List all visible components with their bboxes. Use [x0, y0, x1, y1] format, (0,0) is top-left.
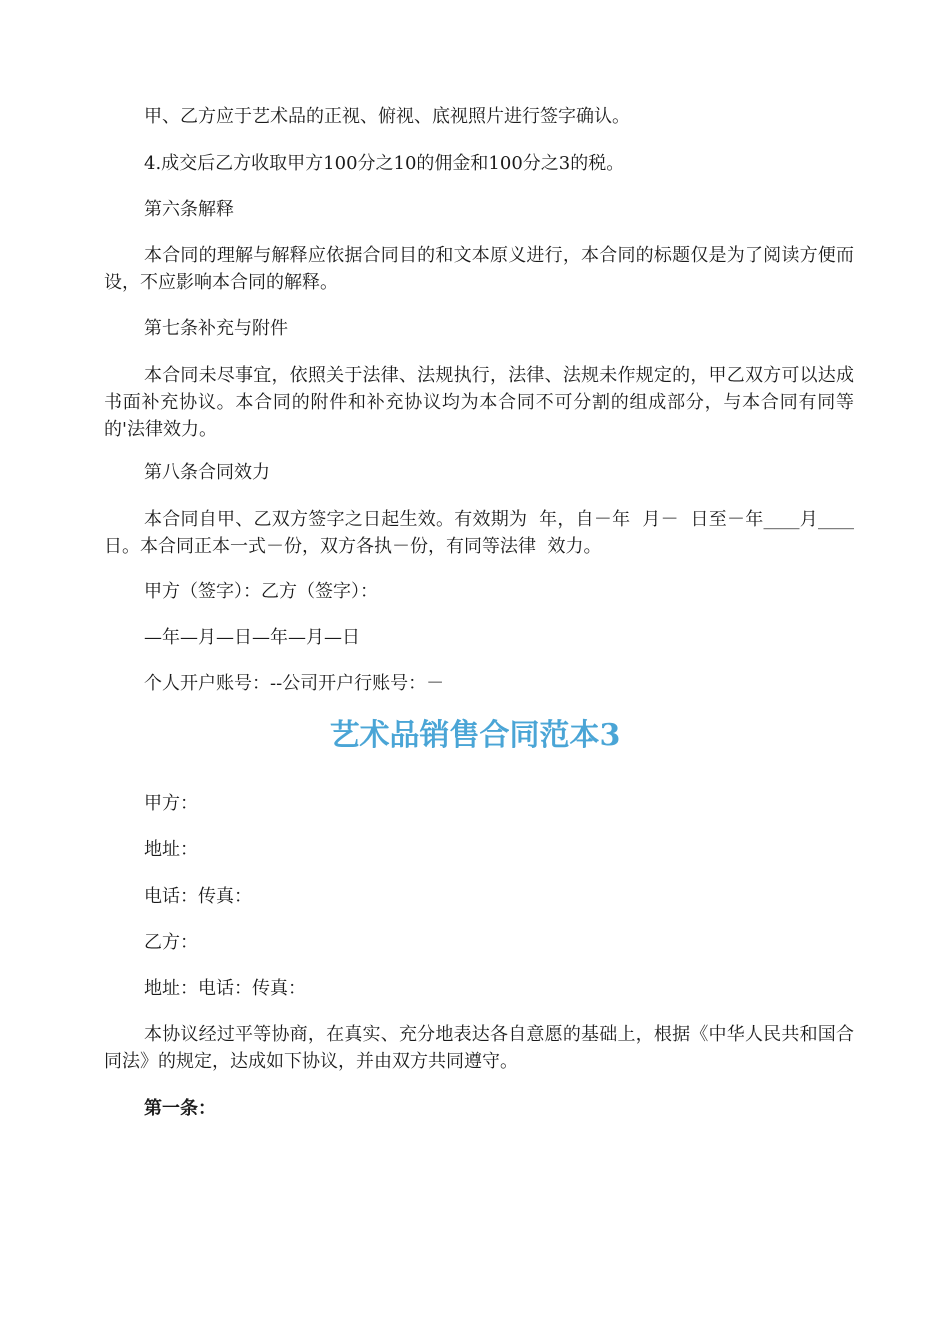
clause-heading-7: 第七条补充与附件 [144, 318, 288, 339]
party-b-line: 乙方： [144, 932, 198, 953]
address-line-a: 地址： [144, 839, 198, 860]
clause-heading-6: 第六条解释 [144, 199, 234, 220]
date-line: —年—月—日—年—月—日 [144, 627, 360, 648]
clause-heading-8: 第八条合同效力 [144, 462, 270, 483]
party-a-line: 甲方： [144, 793, 198, 814]
paragraph-supplement: 本合同未尽事宜，依照关于法律、法规执行，法律、法规未作规定的，甲乙双方可以达成书面补充协议。本合同的附件和补充协议均为本合同不可分割的组成部分，与本合同有同等的'法律效力。 [104, 365, 854, 440]
paragraph-commission: 4.成交后乙方收取甲方100分之10的佣金和100分之3的税。 [144, 153, 625, 174]
signature-line: 甲方（签字）：乙方（签字）： [144, 581, 378, 602]
paragraph-agreement-intro: 本协议经过平等协商，在真实、充分地表达各自意愿的基础上，根据《中华人民共和国合同法》的规定，达成如下协议，并由双方共同遵守。 [104, 1024, 854, 1072]
phone-fax-line-a: 电话：传真： [144, 886, 252, 907]
clause-heading-1: 第一条： [144, 1098, 216, 1119]
account-line: 个人开户账号：--公司开户行账号：－ [144, 673, 445, 694]
paragraph-interpretation: 本合同的理解与解释应依据合同目的和文本原义进行，本合同的标题仅是为了阅读方便而设，不应影响本合同的解释。 [104, 245, 854, 293]
paragraph-photo-confirmation: 甲、乙方应于艺术品的正视、俯视、底视照片进行签字确认。 [144, 106, 630, 127]
address-phone-fax-line-b: 地址：电话：传真： [144, 978, 306, 999]
paragraph-validity: 本合同自甲、乙双方签字之日起生效。有效期为 年，自－年 月－ 日至－年____月____日。本合同正本一式－份，双方各执－份，有同等法律 效力。 [104, 509, 854, 557]
section-title: 艺术品销售合同范本3 [329, 718, 621, 753]
